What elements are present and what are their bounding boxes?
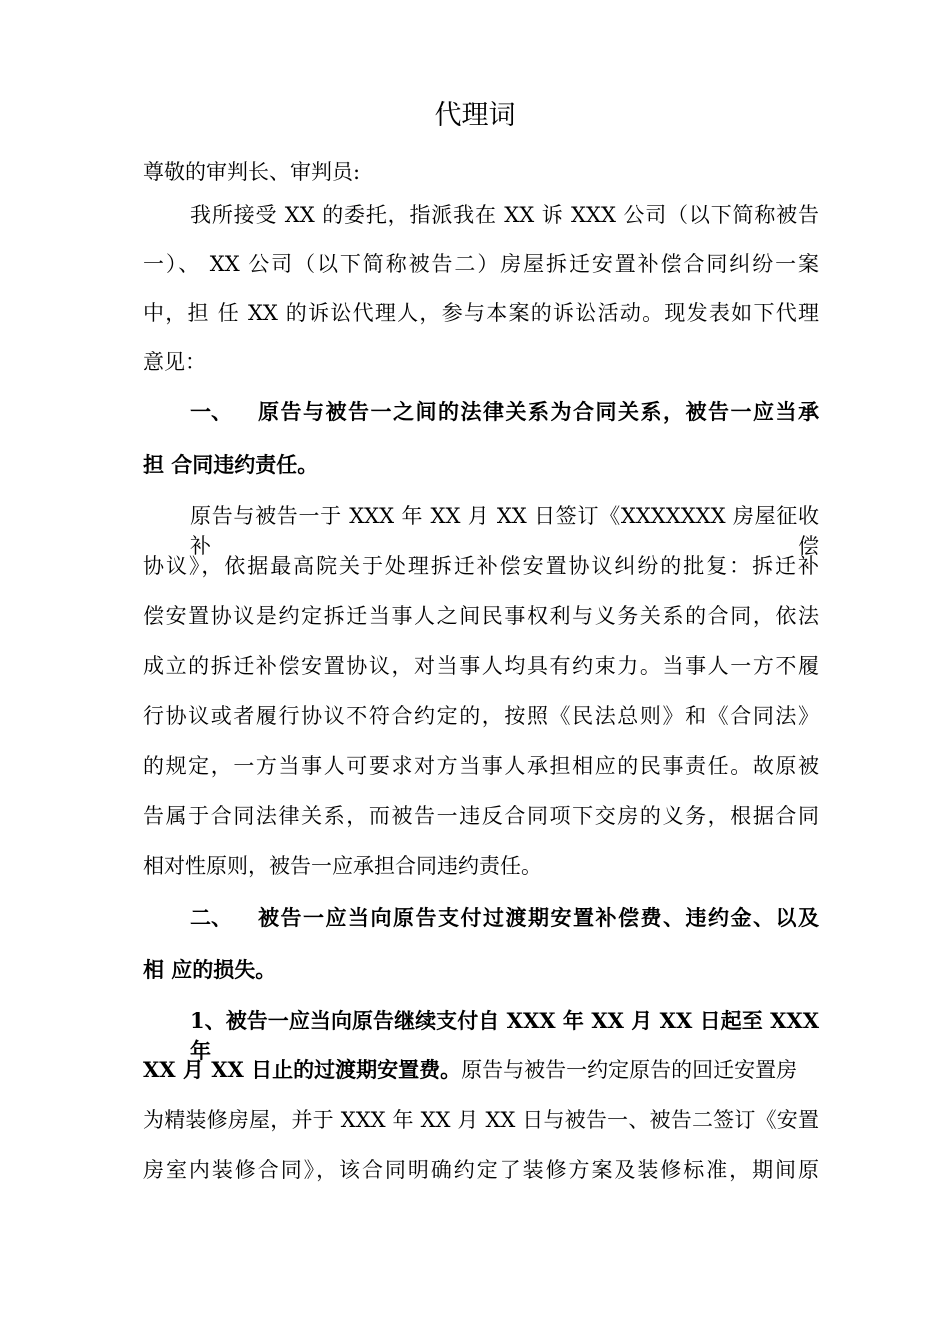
intro-line-3: 中，担 任 XX 的诉讼代理人，参与本案的诉讼活动。现发表如下代理 bbox=[143, 301, 819, 325]
section-1-body-line-2: 协议》，依据最高院关于处理拆迁补偿安置协议纠纷的批复：拆迁补 bbox=[143, 554, 819, 578]
section-1-body-line-3: 偿安置协议是约定拆迁当事人之间民事权利与义务关系的合同，依法 bbox=[143, 604, 819, 628]
document-title: 代理词 bbox=[434, 100, 516, 131]
intro-line-4: 意见： bbox=[143, 350, 206, 374]
section-2-sub-1-line-1: 1、被告一应当向原告继续支付自 XXX 年 XX 月 XX 日起至 XXX 年 bbox=[190, 1008, 819, 1063]
section-1-body-line-5: 行协议或者履行协议不符合约定的，按照《民法总则》和《合同法》 bbox=[143, 704, 819, 728]
section-1-body-line-6: 的规定，一方当事人可要求对方当事人承担相应的民事责任。故原被 bbox=[143, 754, 819, 778]
section-2-number: 二、 bbox=[190, 905, 232, 930]
section-1-body-line-1: 原告与被告一于 XXX 年 XX 月 XX 日签订《XXXXXXX 房屋征收补偿 bbox=[190, 504, 819, 558]
section-1-body-line-8: 相对性原则，被告一应承担合同违约责任。 bbox=[143, 854, 542, 878]
section-2-sub-1-line-2 bbox=[143, 1055, 819, 1085]
section-2-heading-line-2: 相 应的损失。 bbox=[143, 957, 277, 982]
salutation: 尊敬的审判长、审判员: bbox=[143, 160, 361, 184]
section-1-heading-text: 原告与被告一之间的法律关系为合同关系，被告一应当承 bbox=[258, 399, 819, 424]
section-1-body-line-7: 告属于合同法律关系，而被告一违反合同项下交房的义务，根据合同 bbox=[143, 804, 819, 828]
section-2-body-line-2: 房室内装修合同》，该合同明确约定了装修方案及装修标准，期间原 bbox=[143, 1158, 819, 1182]
section-2-body-line-1: 为精装修房屋，并于 XXX 年 XX 月 XX 日与被告一、被告二签订《安置 bbox=[143, 1108, 819, 1132]
section-2-heading-text: 被告一应当向原告支付过渡期安置补偿费、违约金、以及 bbox=[258, 905, 819, 930]
section-2-sub-1-heading-end: XX 月 XX 日止的过渡期安置费。 bbox=[143, 1057, 462, 1082]
section-2-sub-1-body-start: 原告与被告一约定原告的回迁安置房 bbox=[461, 1058, 798, 1082]
intro-line-1: 我所接受 XX 的委托，指派我在 XX 诉 XXX 公司（以下简称被告 bbox=[190, 203, 819, 227]
section-1-body-line-4: 成立的拆迁补偿安置协议，对当事人均具有约束力。当事人一方不履 bbox=[143, 654, 819, 678]
section-1-number: 一、 bbox=[190, 399, 232, 424]
section-1-heading-line-1 bbox=[190, 397, 819, 427]
section-2-heading-line-1 bbox=[190, 903, 819, 933]
section-1-heading-line-2: 担 合同违约责任。 bbox=[143, 452, 319, 477]
intro-line-2: 一）、 XX 公司（以下简称被告二）房屋拆迁安置补偿合同纠纷一案 bbox=[143, 252, 819, 276]
